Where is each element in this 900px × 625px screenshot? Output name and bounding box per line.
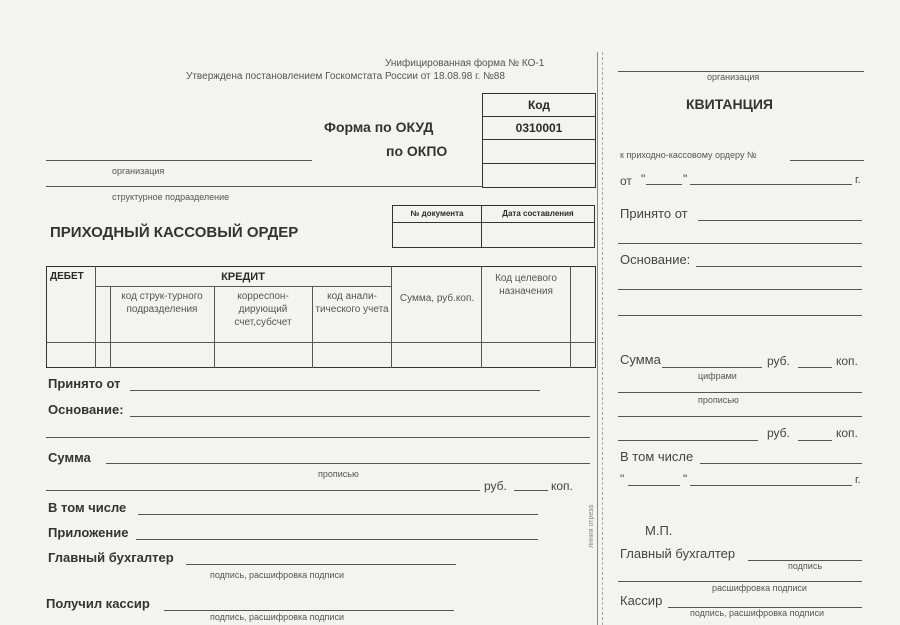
- cashier-sig-caption: подпись, расшифровка подписи: [210, 612, 344, 622]
- corr-account-header: корреспон-дирующий счет,субсчет: [234, 291, 292, 328]
- basis-field-2[interactable]: [46, 437, 590, 438]
- receipt-cashier-sig-caption: подпись, расшифровка подписи: [690, 608, 824, 618]
- receipt-title: КВИТАНЦИЯ: [686, 96, 773, 112]
- okud-label: Форма по ОКУД: [324, 119, 434, 135]
- receipt-sig-decode-caption: расшифровка подписи: [712, 583, 807, 593]
- receipt-including-label: В том числе: [620, 449, 694, 464]
- kop-field[interactable]: [514, 490, 548, 491]
- receipt-sum-words-field[interactable]: [618, 392, 862, 393]
- receipt-month-field-2[interactable]: [690, 485, 852, 486]
- receipt-day-field[interactable]: [646, 184, 682, 185]
- receipt-in-words-caption: прописью: [698, 395, 739, 405]
- receipt-digits-caption: цифрами: [698, 371, 737, 381]
- doc-number-field[interactable]: [392, 222, 482, 248]
- received-from-label: Принято от: [48, 376, 121, 391]
- okpo-label: по ОКПО: [386, 143, 448, 159]
- receipt-year-label: г.: [855, 174, 861, 186]
- cashier-label: Получил кассир: [46, 596, 150, 611]
- chief-accountant-field[interactable]: [186, 564, 456, 565]
- chief-accountant-label: Главный бухгалтер: [48, 550, 174, 565]
- basis-field[interactable]: [130, 416, 590, 417]
- cashier-field[interactable]: [164, 610, 454, 611]
- attachment-field[interactable]: [136, 539, 538, 540]
- approval-note: Утверждена постановлением Госкомстата России от 18.08.98 г. №88: [186, 71, 505, 82]
- receipt-including-field[interactable]: [700, 463, 862, 464]
- cut-divider: [597, 52, 598, 625]
- doc-date-field[interactable]: [481, 222, 595, 248]
- sum-label: Сумма: [48, 450, 91, 465]
- receipt-sum-words-field-2[interactable]: [618, 416, 862, 417]
- receipt-kop-label: коп.: [836, 354, 858, 368]
- receipt-sum-words-field-3[interactable]: [618, 440, 758, 441]
- attachment-label: Приложение: [48, 525, 129, 540]
- receipt-year2-label: г.: [855, 474, 861, 486]
- receipt-kop2-label: коп.: [836, 426, 858, 440]
- receipt-month-field[interactable]: [690, 184, 852, 185]
- receipt-day-field-2[interactable]: [628, 485, 680, 486]
- receipt-signature-caption: подпись: [788, 561, 823, 571]
- struct-caption: структурное подразделение: [112, 192, 230, 202]
- receipt-received-from-field[interactable]: [698, 220, 862, 221]
- including-field[interactable]: [138, 514, 538, 515]
- sum-header: Сумма, руб.коп.: [399, 293, 475, 304]
- unified-form-label: Унифицированная форма № КО-1: [385, 58, 545, 69]
- receipt-sum-digits-field[interactable]: [662, 367, 762, 368]
- org-line: [46, 160, 312, 161]
- sum-field[interactable]: [106, 463, 590, 464]
- receipt-order-number-field[interactable]: [790, 160, 864, 161]
- cut-divider-dashed: [602, 52, 603, 625]
- kop-label: коп.: [551, 479, 573, 493]
- cut-line-caption: линия отреза: [588, 504, 595, 548]
- in-words-caption: прописью: [318, 469, 359, 479]
- receipt-org-caption: организация: [707, 72, 760, 82]
- receipt-basis-field[interactable]: [696, 266, 862, 267]
- doc-number-header: № документа: [392, 205, 482, 223]
- receipt-basis-field-3[interactable]: [618, 315, 862, 316]
- receipt-quote-close-2: ": [683, 472, 688, 486]
- receipt-from-label: от: [620, 174, 632, 188]
- struct-line: [46, 186, 482, 187]
- receipt-cashier-label: Кассир: [620, 593, 663, 608]
- receipt-quote-close: ": [683, 172, 688, 186]
- okpo-code-box: [482, 139, 596, 164]
- receipt-chief-accountant-label: Главный бухгалтер: [620, 546, 736, 561]
- receipt-kop2-field[interactable]: [798, 440, 832, 441]
- code-header: Код: [482, 93, 596, 117]
- receipt-to-order-label: к приходно-кассовому ордеру №: [620, 150, 757, 160]
- target-code-header: Код целевого назначения: [495, 273, 557, 297]
- extra-code-box: [482, 163, 596, 188]
- receipt-basis-label: Основание:: [620, 252, 691, 267]
- receipt-quote-open-2: ": [620, 472, 625, 486]
- debit-header: ДЕБЕТ: [50, 271, 84, 282]
- received-from-field[interactable]: [130, 390, 540, 391]
- chief-sig-caption: подпись, расшифровка подписи: [210, 570, 344, 580]
- form-title: ПРИХОДНЫЙ КАССОВЫЙ ОРДЕР: [50, 224, 299, 241]
- receipt-received-from-label: Принято от: [620, 206, 688, 221]
- rub-label: руб.: [484, 479, 507, 493]
- receipt-kop-field[interactable]: [798, 367, 832, 368]
- receipt-rub2-label: руб.: [767, 426, 790, 440]
- receipt-basis-field-2[interactable]: [618, 289, 862, 290]
- including-label: В том числе: [48, 500, 127, 515]
- receipt-chief-decode-field[interactable]: [618, 581, 862, 582]
- receipt-rub-label: руб.: [767, 354, 790, 368]
- stamp-label: М.П.: [645, 523, 673, 538]
- receipt-sum-label: Сумма: [620, 352, 661, 367]
- sum-words-field[interactable]: [46, 490, 480, 491]
- analytic-code-header: код анали-тического учета: [315, 291, 389, 315]
- credit-header: КРЕДИТ: [221, 271, 265, 283]
- org-caption: организация: [112, 166, 165, 176]
- okud-code: 0310001: [482, 116, 596, 140]
- receipt-received-from-field-2[interactable]: [618, 243, 862, 244]
- receipt-quote-open: ": [641, 172, 646, 186]
- basis-label: Основание:: [48, 402, 124, 417]
- struct-unit-code-header: код струк-турного подразделения: [121, 291, 203, 315]
- doc-date-header: Дата составления: [481, 205, 595, 223]
